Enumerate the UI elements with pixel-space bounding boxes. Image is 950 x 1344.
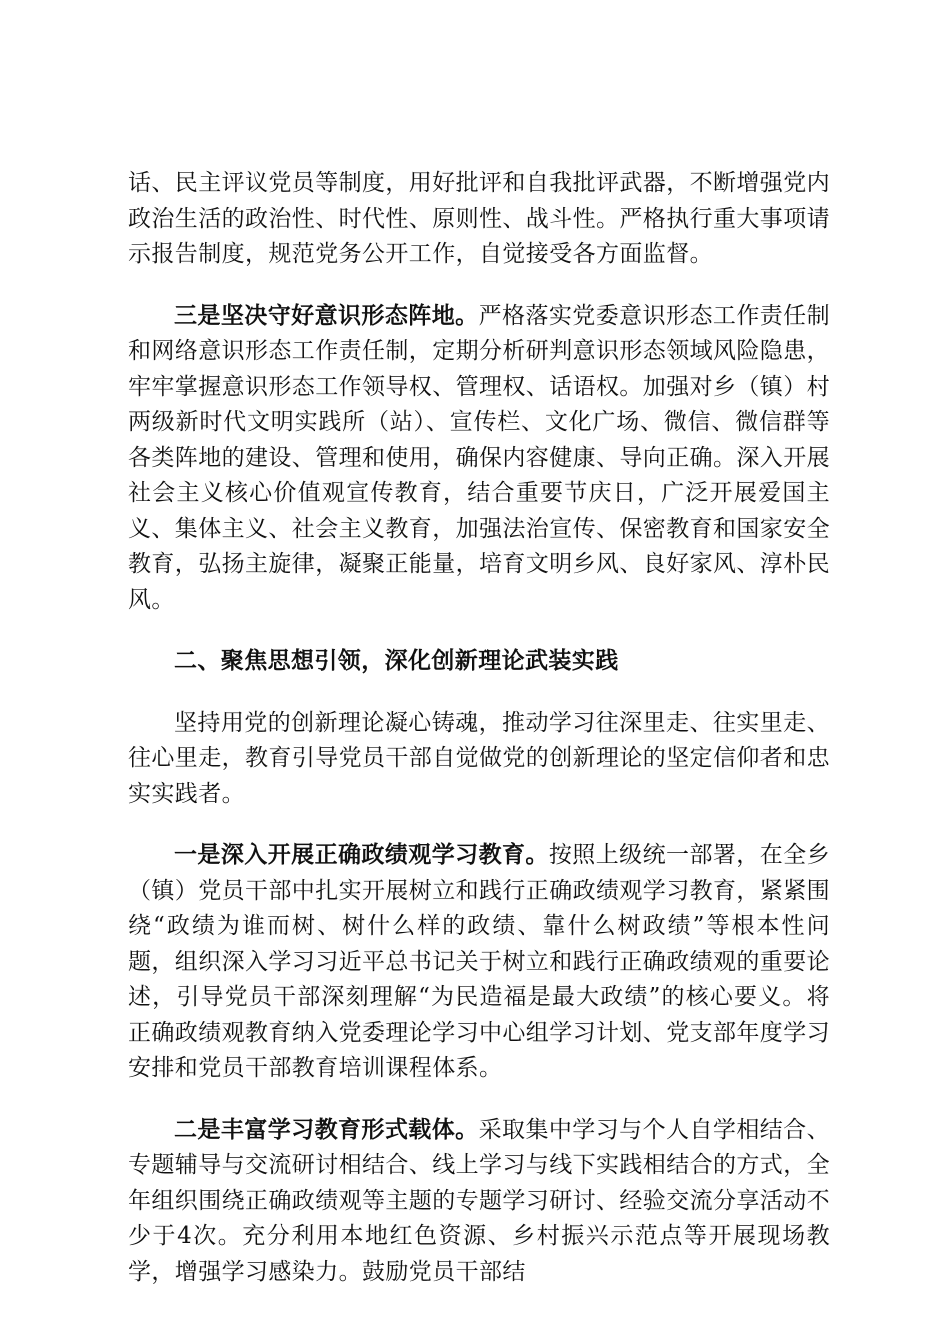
section-heading: 二、聚焦思想引领，深化创新理论武装实践 — [174, 648, 619, 674]
paragraph-text: 按照上级统一部署，在全乡（镇）党员干部中扎实开展树立和践行正确政绩观学习教育，紧紧围绕“政绩为谁而树、树什么样的政绩、靠什么树政绩”等根本性问题，组织深入学习习近平总书记关于树立和践行正确政绩观的重要论述，引导党员干部深刻理解“为民造福是最大政绩”的核心要义。将正确政绩观教育纳入党委理论学习中心组学习计划、党支部年度学习安排和党员干部教育培训课程体系。 — [128, 842, 830, 1081]
paragraph-learning-forms — [128, 1113, 830, 1291]
paragraph-text: 坚持用党的创新理论凝心铸魂，推动学习往深里走、往实里走、往心里走，教育引导党员干部自觉做党的创新理论的坚定信仰者和忠实实践者。 — [128, 709, 830, 807]
paragraph-lead: 二是丰富学习教育形式载体。 — [174, 1116, 479, 1143]
paragraph-ideology-position — [128, 299, 830, 619]
paragraph-text: 话、民主评议党员等制度，用好批评和自我批评武器，不断增强党内政治生活的政治性、时代性、原则性、战斗性。严格执行重大事项请示报告制度，规范党务公开工作，自觉接受各方面监督。 — [128, 170, 830, 267]
paragraph-text: 严格落实党委意识形态工作责任制和网络意识形态工作责任制，定期分析研判意识形态领域风险隐患，牢牢掌握意识形态工作领导权、管理权、话语权。加强对乡（镇）村两级新时代文明实践所（站）、宣传栏、文化广场、微信、微信群等各类阵地的建设、管理和使用，确保内容健康、导向正确。深入开展社会主义核心价值观宣传教育，结合重要节庆日，广泛开展爱国主义、集体主义、社会主义教育，加强法治宣传、保密教育和国家安全教育，弘扬主旋律，凝聚正能量，培育文明乡风、良好家风、淳朴民风。 — [128, 302, 831, 613]
paragraph-lead: 一是深入开展正确政绩观学习教育。 — [174, 842, 549, 868]
paragraph-text: 采取集中学习与个人自学相结合、专题辅导与交流研讨相结合、线上学习与线下实践相结合的方式，全年组织围绕正确政绩观等主题的专题学习研讨、经验交流分享活动不少于4次。充分利用本地红色资源、乡村振兴示范点等开展现场教学，增强学习感染力。鼓励党员干部结 — [128, 1116, 831, 1285]
document-body — [128, 166, 830, 1316]
paragraph-lead: 三是坚决守好意识形态阵地。 — [174, 302, 479, 329]
paragraph-performance-view — [128, 838, 830, 1087]
paragraph-intro — [128, 706, 830, 813]
paragraph-continuation — [128, 166, 830, 273]
